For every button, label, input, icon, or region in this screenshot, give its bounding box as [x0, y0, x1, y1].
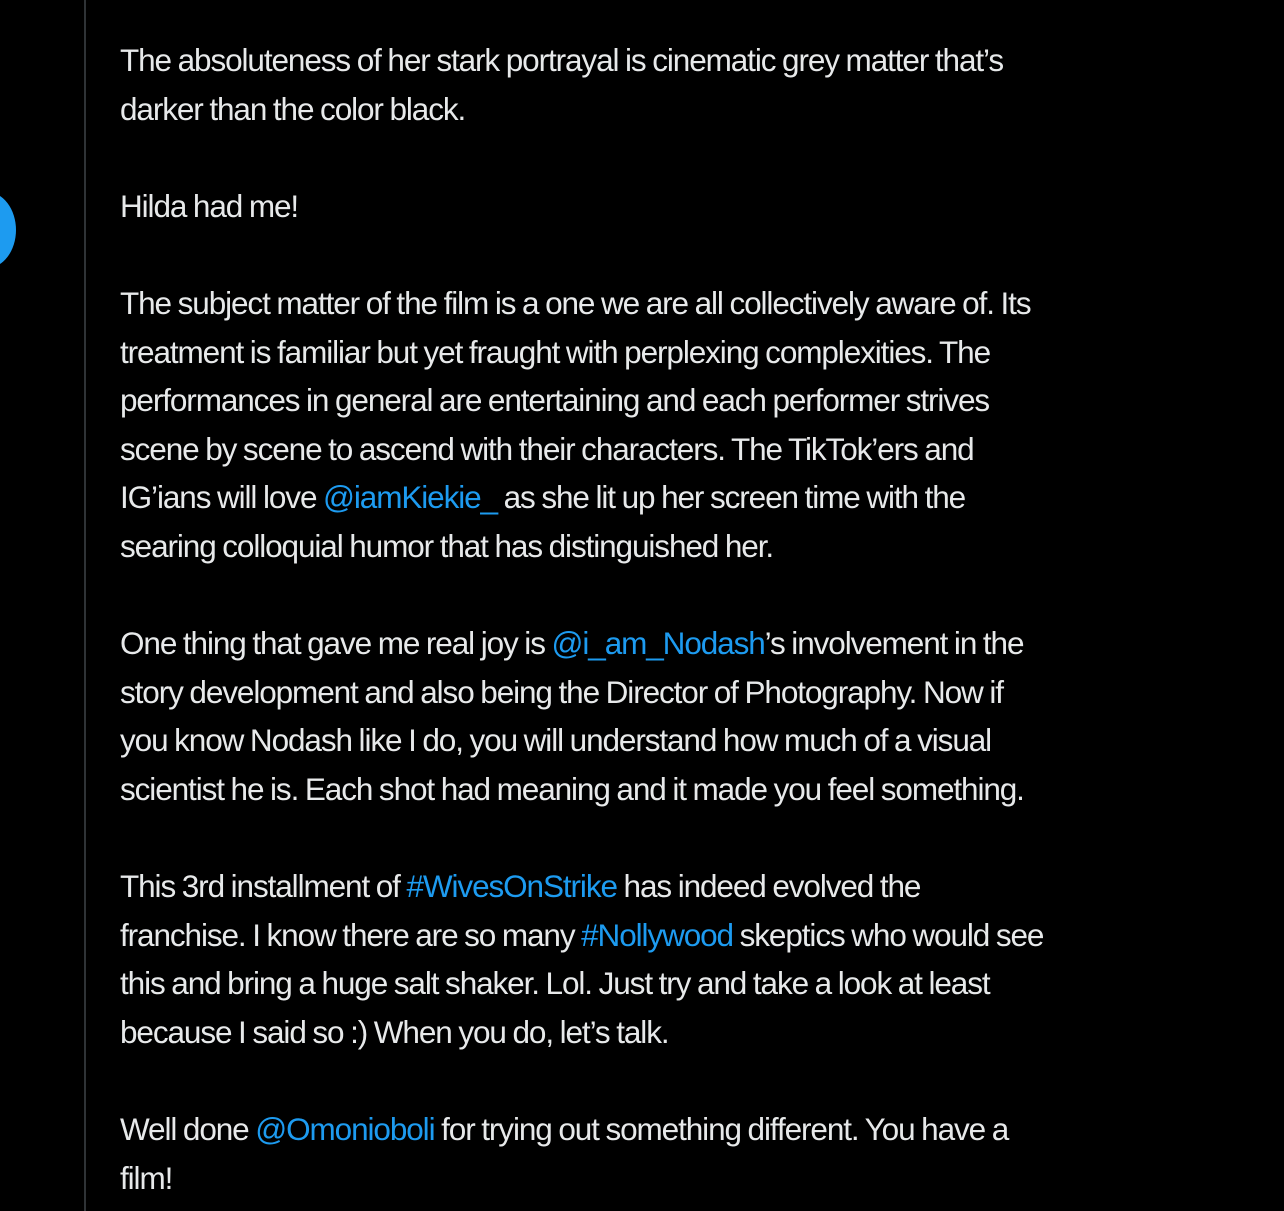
text-segment: Well done [120, 1111, 256, 1148]
hashtag-link-nollywood[interactable]: #Nollywood [581, 916, 733, 953]
text-segment: skeptics who would see [732, 916, 1044, 953]
text-line: The absoluteness of her stark portrayal is cinematic grey matter that’s [120, 42, 1004, 78]
mention-link-iamkiekie[interactable]: @iamKiekie_ [323, 479, 497, 516]
avatar[interactable] [0, 192, 16, 268]
text-line: darker than the color black. [120, 90, 466, 127]
paragraph-6 [120, 1105, 1270, 1202]
text-line: because I said so :) When you do, let’s talk. [120, 1013, 669, 1050]
hashtag-link-wivesonstrike[interactable]: #WivesOnStrike [406, 868, 617, 905]
text-line [120, 1105, 1270, 1154]
text-line [120, 619, 1270, 668]
text-line: treatment is familiar but yet fraught with perplexing complexities. The [120, 333, 991, 370]
text-line [120, 473, 1270, 522]
text-line: Hilda had me! [120, 187, 299, 224]
mention-link-omonioboli[interactable]: @Omonioboli [255, 1111, 435, 1148]
text-segment: ’s involvement in the [764, 625, 1024, 662]
text-line: you know Nodash like I do, you will understand how much of a visual [120, 722, 992, 759]
text-segment: for trying out something different. You have a [434, 1111, 1009, 1148]
text-line: story development and also being the Director of Photography. Now if [120, 673, 1003, 710]
text-segment: has indeed evolved the [616, 868, 921, 905]
mention-link-i-am-nodash[interactable]: @i_am_Nodash [551, 625, 765, 662]
post-text [120, 36, 1270, 1202]
text-segment: This 3rd installment of [120, 868, 407, 905]
text-line: film! [120, 1159, 173, 1196]
text-line [120, 911, 1270, 960]
paragraph-2 [120, 182, 1270, 231]
paragraph-1 [120, 36, 1270, 133]
text-line: The subject matter of the film is a one we are all collectively aware of. Its [120, 284, 1031, 321]
paragraph-5 [120, 862, 1270, 1056]
paragraph-4 [120, 619, 1270, 813]
text-segment: as she lit up her screen time with the [496, 479, 966, 516]
text-line: scientist he is. Each shot had meaning and it made you feel something. [120, 770, 1024, 807]
text-line: searing colloquial humor that has distinguished her. [120, 527, 773, 564]
text-segment: One thing that gave me real joy is [120, 625, 552, 662]
text-line: scene by scene to ascend with their characters. The TikTok’ers and [120, 430, 974, 467]
thread-divider-line [84, 0, 86, 1211]
text-segment: franchise. I know there are so many [120, 916, 582, 953]
text-line: performances in general are entertaining and each performer strives [120, 382, 990, 419]
text-line: this and bring a huge salt shaker. Lol. Just try and take a look at least [120, 965, 990, 1002]
paragraph-3 [120, 279, 1270, 571]
text-line [120, 862, 1270, 911]
text-segment: IG’ians will love [120, 479, 324, 516]
